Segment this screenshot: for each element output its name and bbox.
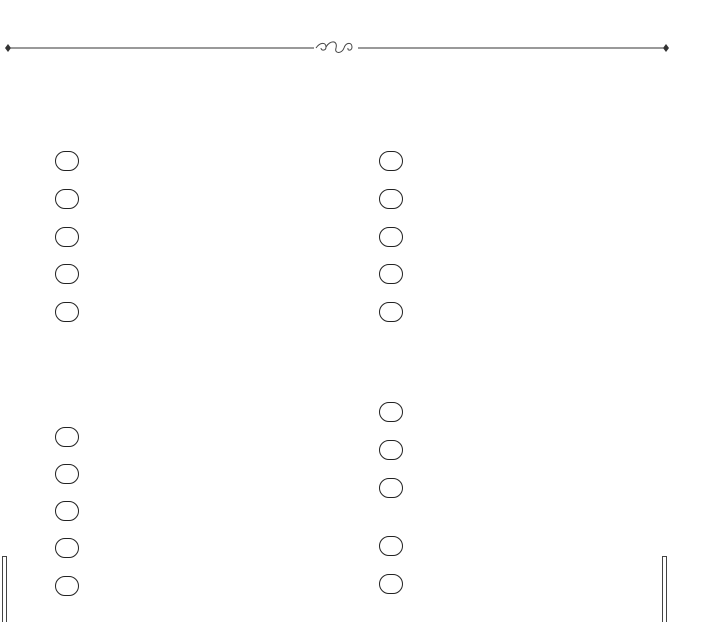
frame-right-border [660, 54, 670, 554]
option-letter-badge [55, 189, 79, 209]
option-letter-badge [379, 478, 403, 498]
option-letter-badge [55, 427, 79, 447]
frame-left-stem [0, 556, 10, 622]
frame-top-border [2, 38, 672, 58]
option-letter-badge [55, 264, 79, 284]
option-letter-badge [379, 302, 403, 322]
option-letter-badge [55, 501, 79, 521]
option-letter-badge [55, 538, 79, 558]
question-28 [22, 342, 334, 412]
option-letter-badge [379, 402, 403, 422]
option-letter-badge [55, 227, 79, 247]
frame-right-stem [660, 556, 670, 622]
question-30 [344, 342, 656, 390]
option-letter-badge [55, 302, 79, 322]
option-letter-badge [379, 536, 403, 556]
question-27 [22, 66, 334, 136]
option-letter-badge [55, 576, 79, 596]
option-letter-badge [379, 440, 403, 460]
option-letter-badge [379, 189, 403, 209]
option-letter-badge [379, 574, 403, 594]
option-letter-badge [379, 264, 403, 284]
option-letter-badge [55, 151, 79, 171]
question-29 [344, 66, 656, 136]
option-letter-badge [379, 227, 403, 247]
option-letter-badge [379, 151, 403, 171]
option-letter-badge [55, 464, 79, 484]
frame-left-border [0, 54, 10, 554]
